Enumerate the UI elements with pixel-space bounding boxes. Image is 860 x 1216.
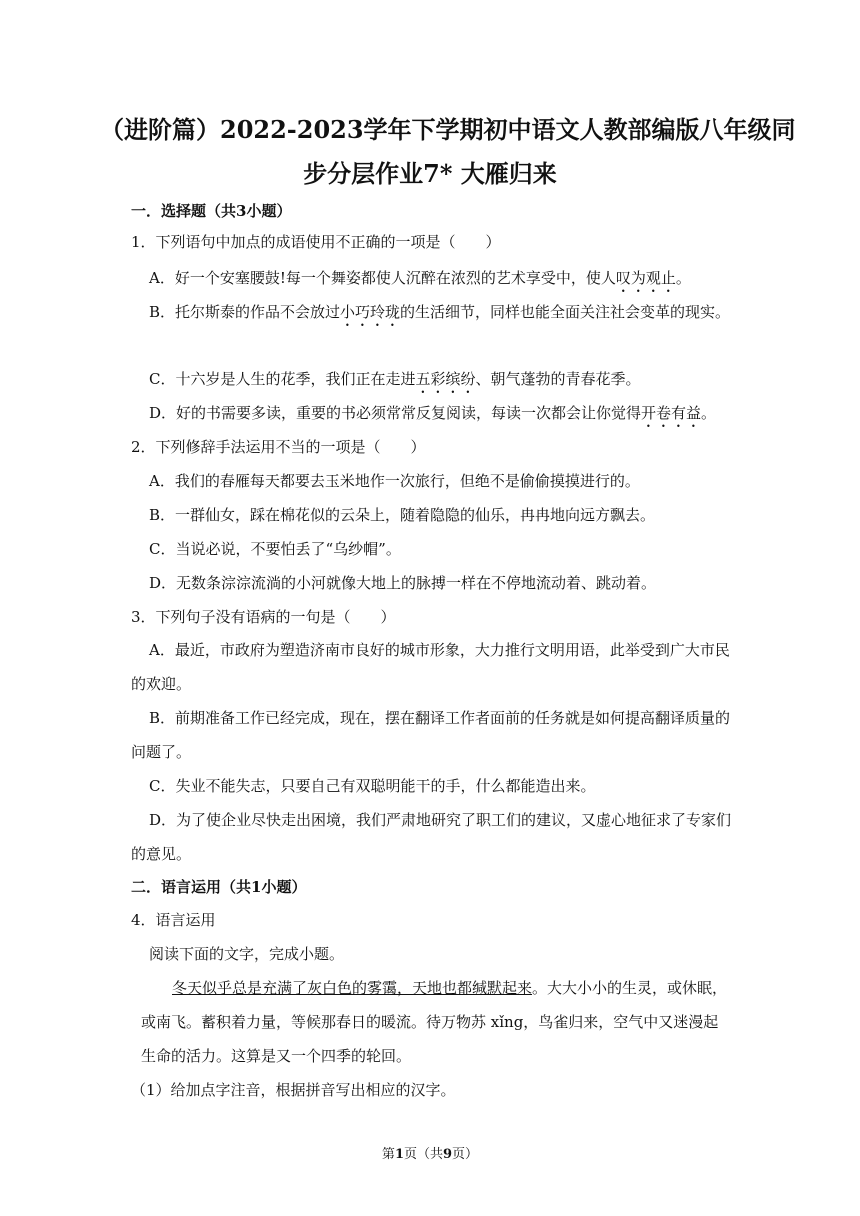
question-3-option-b-continued: 问题了。 (131, 743, 192, 761)
option-text: A．好一个安塞腰鼓!每一个舞姿都使人沉醉在浓烈的艺术享受中，使人 (149, 269, 616, 287)
question-1-option-d (149, 404, 716, 431)
question-3-option-a-continued: 的欢迎。 (131, 675, 192, 693)
question-3-option-b: B．前期准备工作已经完成，现在，摆在翻译工作者面前的任务就是如何提高翻译质量的 (149, 709, 731, 727)
document-title-line-2: 步分层作业7* 大雁归来 (303, 159, 557, 188)
question-2-option-c: C．当说必说，不要怕丢了“乌纱帽”。 (149, 540, 401, 558)
question-3-option-c: C．失业不能失志，只要自己有双聪明能干的手，什么都能造出来。 (149, 777, 596, 795)
page-footer (0, 1143, 860, 1162)
dotted-idiom: 开卷有益 (641, 404, 702, 422)
question-1-option-c (149, 370, 641, 397)
dotted-idiom: 叹为观止 (615, 269, 676, 287)
question-4-stem: 4．语言运用 (131, 911, 216, 929)
dotted-idiom: 五彩缤纷 (415, 370, 476, 388)
option-text: D．好的书需要多读，重要的书必须常常反复阅读，每读一次都会让你觉得 (149, 404, 642, 422)
dotted-idiom: 小巧玲珑 (340, 303, 401, 321)
option-text: 、朝气蓬勃的青春花季。 (475, 370, 641, 388)
current-page-number: 1 (394, 1147, 404, 1162)
question-4-subquestion-1: （1）给加点字注音，根据拼音写出相应的汉字。 (131, 1081, 456, 1099)
document-title-line-1: （进阶篇）2022-2023学年下学期初中语文人教部编版八年级同 (100, 115, 796, 144)
question-3-option-a: A．最近，市政府为塑造济南市良好的城市形象，大力推行文明用语，此举受到广大市民 (149, 641, 730, 659)
question-2-stem: 2．下列修辞手法运用不当的一项是（ ） (131, 438, 426, 456)
section-heading-choice: 一．选择题（共3小题） (131, 202, 292, 220)
footer-text: 第 (381, 1147, 395, 1162)
underlined-sentence: 冬天似乎总是充满了灰白色的雾霭，天地也都缄默起来 (172, 979, 533, 997)
option-text: C．十六岁是人生的花季，我们正在走进 (149, 370, 416, 388)
passage-text: 。大大小小的生灵，或休眠， (532, 979, 728, 997)
option-text: B．托尔斯泰的作品不会放过 (149, 303, 341, 321)
total-page-count: 9 (443, 1147, 453, 1162)
passage-line-2: 或南飞。蓄积着力量，等候那春日的暖流。待万物苏 xǐng，鸟雀归来，空气中又迷漫起 (141, 1013, 719, 1031)
question-3-stem: 3．下列句子没有语病的一句是（ ） (131, 608, 396, 626)
option-text: 。 (701, 404, 717, 422)
question-3-option-d-continued: 的意见。 (131, 845, 192, 863)
question-1-option-b (149, 303, 730, 330)
passage-line-1 (172, 981, 727, 996)
option-text: 的生活细节，同样也能全面关注社会变革的现实。 (400, 303, 731, 321)
question-1-option-a (149, 269, 691, 296)
question-2-option-d: D．无数条淙淙流淌的小河就像大地上的脉搏一样在不停地流动着、跳动着。 (149, 574, 657, 592)
question-3-option-d: D．为了使企业尽快走出困境，我们严肃地研究了职工们的建议，又虚心地征求了专家们 (149, 811, 732, 829)
option-text: 。 (675, 269, 691, 287)
footer-text: 页） (452, 1147, 479, 1162)
section-heading-language-use: 二．语言运用（共1小题） (131, 878, 307, 896)
question-2-option-b: B．一群仙女，踩在棉花似的云朵上，随着隐隐的仙乐，冉冉地向远方飘去。 (149, 506, 656, 524)
question-1-stem: 1．下列语句中加点的成语使用不正确的一项是（ ） (131, 233, 501, 251)
question-2-option-a: A．我们的春雁每天都要去玉米地作一次旅行，但绝不是偷偷摸摸进行的。 (149, 472, 640, 490)
question-4-intro: 阅读下面的文字，完成小题。 (149, 945, 345, 963)
footer-text: 页（共 (403, 1147, 443, 1162)
passage-line-3: 生命的活力。这算是又一个四季的轮回。 (141, 1047, 412, 1065)
